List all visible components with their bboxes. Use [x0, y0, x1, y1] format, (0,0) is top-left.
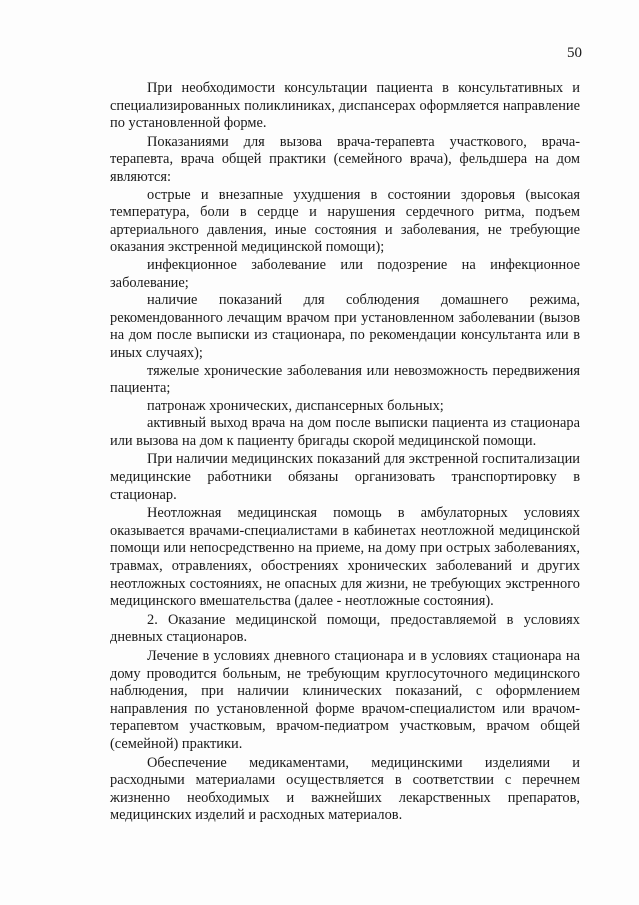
paragraph-day-hospital-treatment: Лечение в условиях дневного стационара и в условиях стационара на дому проводится больным, не требующим круглосуточного медицинского наблюдения, при наличии клинических показаний, с оформлением направления по установленной форме врачом-специалистом или врачом-терапевтом участковым, врачом-педиатром участковым, врачом общей (семейной) практики.: [110, 648, 580, 752]
list-item-patronage: патронаж хронических, диспансерных больных;: [147, 397, 444, 414]
paragraph-consultation-referral: При необходимости консультации пациента в консультативных и специализированных поликлиниках, диспансерах оформляется направление по установленной форме.: [110, 80, 580, 132]
list-item-home-regime: наличие показаний для соблюдения домашнего режима, рекомендованного лечащим врачом при установленном заболевании (вызов на дом после выписки из стационара, по рекомендации консультанта или в иных случаях);: [110, 292, 580, 361]
document-body: [110, 80, 580, 825]
list-item-chronic-disease: тяжелые хронические заболевания или невозможность передвижения пациента;: [110, 362, 580, 397]
list-item-infectious-disease: инфекционное заболевание или подозрение на инфекционное заболевание;: [110, 256, 580, 291]
list-item-active-visit: активный выход врача на дом после выписки пациента из стационара или вызова на дом к пациенту бригады скорой медицинской помощи.: [110, 415, 580, 449]
list-item-acute-deterioration: острые и внезапные ухудшения в состоянии здоровья (высокая температура, боли в сердце и нарушения сердечного ритма, подъем артериального давления, иные состояния и заболевания, не требующие оказания экстренной медицинской помощи);: [110, 186, 580, 256]
paragraph-emergency-hospitalization: При наличии медицинских показаний для экстренной госпитализации медицинские работники обязаны организовать транспортировку в стационар.: [110, 451, 580, 503]
paragraph-home-call-indications: Показаниями для вызова врача-терапевта участкового, врача-терапевта, врача общей практики (семейного врача), фельдшера на дом являются:: [110, 133, 580, 185]
page-number: 50: [567, 45, 582, 61]
section-heading-day-hospitals: 2. Оказание медицинской помощи, предоставляемой в условиях дневных стационаров.: [110, 611, 580, 646]
paragraph-urgent-care: Неотложная медицинская помощь в амбулаторных условиях оказывается врачами-специалистами в кабинетах неотложной медицинской помощи или непосредственно на приеме, на дому при острых заболеваниях, травмах, отравлениях, обострениях хронических заболеваний и других неотложных состояниях, не опасных для жизни, не требующих экстренного медицинского вмешательства (далее - неотложные состояния).: [110, 505, 580, 610]
paragraph-medication-supply: Обеспечение медикаментами, медицинскими изделиями и расходными материалами осуществляется в соответствии с перечнем жизненно необходимых и важнейших лекарственных препаратов, медицинских изделий и расходных материалов.: [110, 754, 580, 824]
